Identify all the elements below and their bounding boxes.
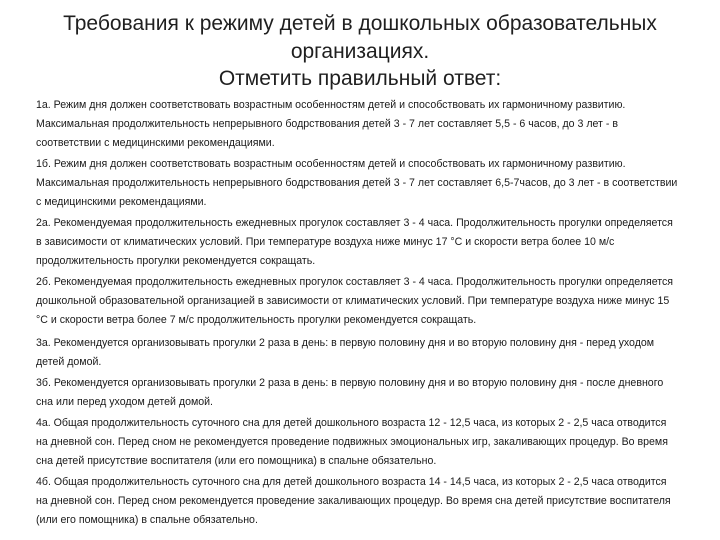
slide-subtitle: Отметить правильный ответ:: [218, 67, 502, 90]
answer-option-1a[interactable]: 1а. Режим дня должен соответствовать возрастным особенностям детей и способствовать их гармоничному развитию. Максимальная продолжительность непрерывного бодрствования детей 3 - 7 лет составляет 5,5 - 6 часов, до 3 лет - в соответствии с медицинскими рекомендациями.: [36, 99, 626, 149]
answer-option-2a[interactable]: 2а. Рекомендуемая продолжительность ежедневных прогулок составляет 3 - 4 часа. Продолжительность прогулки определяется в зависимости от климатических условий. При температуре воздуха ниже минус 17 °С и скорости ветра более 10 м/с продолжительность прогулки рекомендуется сокращать.: [36, 217, 673, 267]
answer-option-3a[interactable]: 3а. Рекомендуется организовывать прогулки 2 раза в день: в первую половину дня и во вторую половину дня - перед уходом детей домой.: [36, 337, 655, 368]
answer-option-2b[interactable]: 2б. Рекомендуемая продолжительность ежедневных прогулок составляет 3 - 4 часа. Продолжительность прогулки определяется дошкольной образовательной организацией в зависимости от климатических условий. При температуре воздуха ниже минус 15 °С и скорости ветра более 7 м/с продолжительность прогулки рекомендуется сокращать.: [36, 276, 674, 326]
answer-option-4b[interactable]: 4б. Общая продолжительность суточного сна для детей дошкольного возраста 14 - 14,5 часа, из которых 2 - 2,5 часа отводится на дневной сон. Перед сном рекомендуется проведение закаливающих процедур. Во время сна детей присутствие воспитателя (или его помощника) в спальне обязательно.: [36, 476, 671, 526]
answer-option-4a[interactable]: 4а. Общая продолжительность суточного сна для детей дошкольного возраста 12 - 12,5 часа, из которых 2 - 2,5 часа отводится на дневной сон. Перед сном не рекомендуется проведение подвижных эмоциональных игр, закаливающих процедур. Во время сна детей присутствие воспитателя (или его помощника) в спальне обязательно.: [36, 417, 668, 467]
slide-title: Требования к режиму детей в дошкольных образовательных организациях.: [63, 12, 657, 63]
answer-list: [36, 96, 680, 530]
answer-option-3b[interactable]: 3б. Рекомендуется организовывать прогулки 2 раза в день: в первую половину дня и во вторую половину дня - после дневного сна или перед уходом детей домой.: [36, 377, 664, 408]
answer-option-1b[interactable]: 1б. Режим дня должен соответствовать возрастным особенностям детей и способствовать их гармоничному развитию. Максимальная продолжительность непрерывного бодрствования детей 3 - 7 лет составляет 6,5-7часов, до 3 лет - в соответствии с медицинскими рекомендациями.: [36, 158, 678, 208]
